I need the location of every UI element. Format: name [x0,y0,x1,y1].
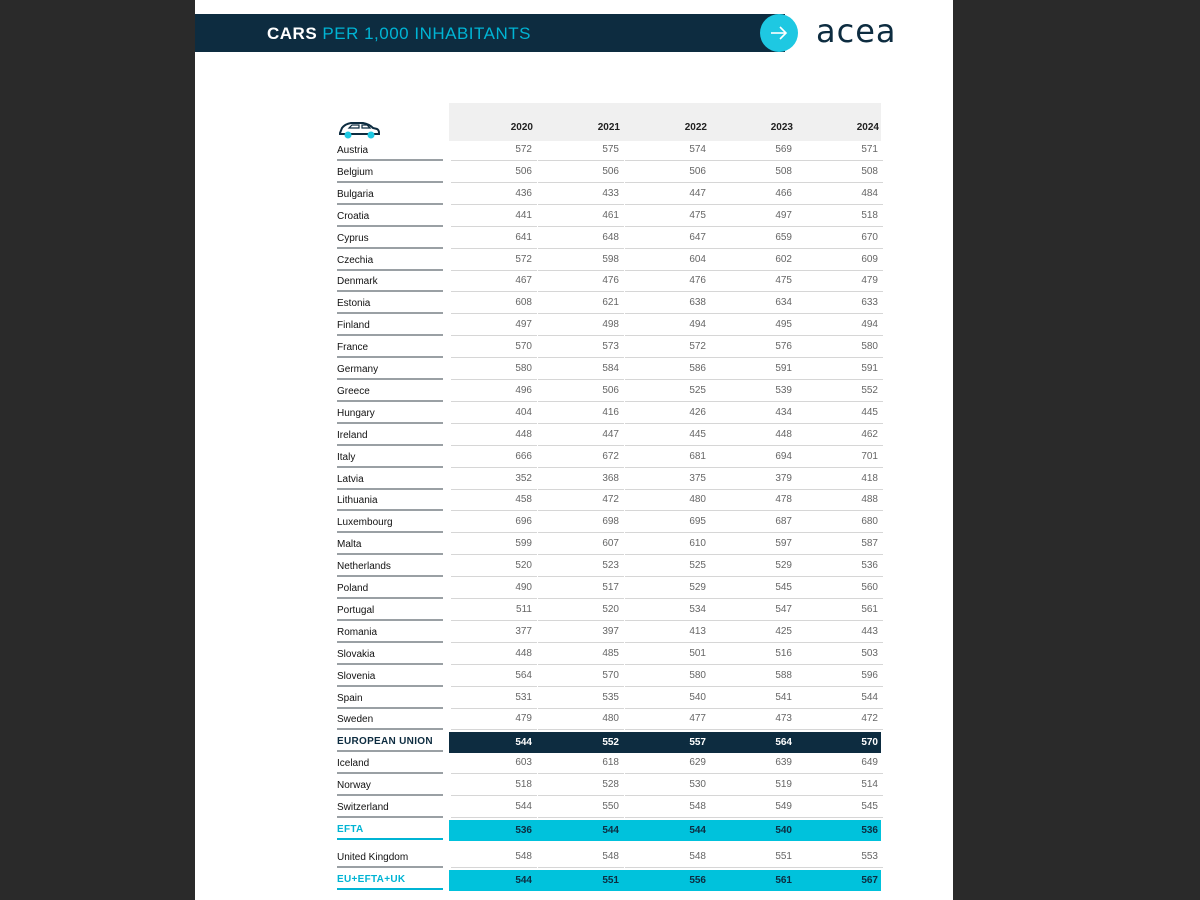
country-name: France [337,342,443,358]
value-cell: 567 [861,874,878,886]
value-cell: 535 [538,692,624,709]
year-header: 2022 [684,122,707,133]
value-cell: 561 [775,874,792,886]
country-name: EFTA [337,824,443,840]
value-cell: 564 [775,737,792,749]
value-cell: 544 [797,692,883,709]
table-row [337,229,881,249]
table-row [337,163,881,183]
country-name: Netherlands [337,561,443,577]
table-row [337,776,881,796]
value-cell: 638 [625,297,711,314]
table-row [337,470,881,490]
value-cell: 519 [711,779,797,796]
value-cell: 516 [711,648,797,665]
value-cell: 445 [797,407,883,424]
country-name: Denmark [337,276,443,292]
value-cell: 467 [451,275,537,292]
country-name: Italy [337,452,443,468]
value-cell: 633 [797,297,883,314]
table-row [337,710,881,730]
table-row [337,272,881,292]
value-cell: 476 [625,275,711,292]
value-cell: 586 [625,363,711,380]
value-cell: 670 [797,232,883,249]
year-header: 2023 [770,122,793,133]
value-cell: 478 [711,494,797,511]
country-name: United Kingdom [337,852,443,868]
value-cell: 603 [451,757,537,774]
value-cell: 608 [451,297,537,314]
value-cell: 488 [797,494,883,511]
value-cell: 416 [538,407,624,424]
value-cell: 540 [775,824,792,836]
value-cell: 528 [538,779,624,796]
table-row [337,207,881,227]
value-cell: 570 [861,737,878,749]
table-row [337,667,881,687]
country-name: Germany [337,364,443,380]
value-cell: 687 [711,516,797,533]
value-cell: 548 [451,851,537,868]
country-name: EUROPEAN UNION [337,736,443,752]
value-cell: 397 [538,626,624,643]
car-icon [337,119,381,141]
value-cell: 530 [625,779,711,796]
country-name: Spain [337,693,443,709]
next-arrow-button[interactable] [760,14,798,52]
country-name: Ireland [337,430,443,446]
value-cell: 591 [797,363,883,380]
value-cell: 545 [711,582,797,599]
country-name: Bulgaria [337,189,443,205]
country-name: Malta [337,539,443,555]
value-cell: 569 [711,144,797,161]
value-cell: 573 [538,341,624,358]
value-cell: 541 [711,692,797,709]
value-cell: 552 [797,385,883,402]
value-cell: 498 [538,319,624,336]
value-cell: 647 [625,232,711,249]
country-name: Romania [337,627,443,643]
value-cell: 529 [711,560,797,577]
total-row [337,820,881,840]
value-cell: 404 [451,407,537,424]
country-name: Austria [337,145,443,161]
country-name: Sweden [337,714,443,730]
value-cell: 560 [797,582,883,599]
value-cell: 629 [625,757,711,774]
report-page [195,0,953,900]
value-cell: 580 [797,341,883,358]
country-name: Croatia [337,211,443,227]
value-cell: 550 [538,801,624,818]
value-cell: 506 [538,166,624,183]
value-cell: 479 [451,713,537,730]
value-cell: 525 [625,560,711,577]
value-cell: 574 [625,144,711,161]
value-cell: 506 [451,166,537,183]
title-banner [195,14,785,52]
table-row [337,251,881,271]
country-name: Belgium [337,167,443,183]
value-cell: 443 [797,626,883,643]
value-cell: 525 [625,385,711,402]
title-word-cars: CARS [267,24,318,43]
country-name: EU+EFTA+UK [337,874,443,890]
value-cell: 518 [451,779,537,796]
value-cell: 576 [711,341,797,358]
value-cell: 544 [515,874,532,886]
value-cell: 557 [689,737,706,749]
value-cell: 447 [538,429,624,446]
value-cell: 551 [711,851,797,868]
value-cell: 472 [538,494,624,511]
value-cell: 666 [451,451,537,468]
table-row [337,294,881,314]
country-name: Switzerland [337,802,443,818]
value-cell: 588 [711,670,797,687]
value-cell: 511 [451,604,537,621]
country-name: Estonia [337,298,443,314]
country-name: Czechia [337,255,443,271]
value-cell: 484 [797,188,883,205]
value-cell: 621 [538,297,624,314]
value-cell: 433 [538,188,624,205]
value-cell: 461 [538,210,624,227]
country-name: Greece [337,386,443,402]
value-cell: 681 [625,451,711,468]
value-cell: 494 [625,319,711,336]
value-cell: 610 [625,538,711,555]
table-row [337,623,881,643]
value-cell: 591 [711,363,797,380]
value-cell: 536 [515,824,532,836]
table-row [337,754,881,774]
value-cell: 680 [797,516,883,533]
value-cell: 462 [797,429,883,446]
value-cell: 570 [538,670,624,687]
value-cell: 641 [451,232,537,249]
value-cell: 596 [797,670,883,687]
table-row [337,448,881,468]
value-cell: 531 [451,692,537,709]
value-cell: 529 [625,582,711,599]
country-name: Slovakia [337,649,443,665]
value-cell: 476 [538,275,624,292]
value-cell: 548 [538,851,624,868]
value-cell: 536 [797,560,883,577]
value-cell: 503 [797,648,883,665]
value-cell: 648 [538,232,624,249]
value-cell: 553 [797,851,883,868]
table-row [337,360,881,380]
value-cell: 508 [711,166,797,183]
year-header: 2021 [597,122,620,133]
value-cell: 536 [861,824,878,836]
value-cell: 418 [797,473,883,490]
value-cell: 497 [451,319,537,336]
country-name: Latvia [337,474,443,490]
value-cell: 377 [451,626,537,643]
title-rest: PER 1,000 INHABITANTS [322,24,531,43]
value-cell: 496 [451,385,537,402]
value-cell: 544 [451,801,537,818]
value-cell: 571 [797,144,883,161]
value-cell: 572 [451,254,537,271]
value-cell: 540 [625,692,711,709]
value-cell: 375 [625,473,711,490]
table-row [337,798,881,818]
value-cell: 494 [797,319,883,336]
value-cell: 547 [711,604,797,621]
value-cell: 580 [625,670,711,687]
value-cell: 448 [451,648,537,665]
country-name: Hungary [337,408,443,424]
value-cell: 368 [538,473,624,490]
value-cell: 506 [538,385,624,402]
value-cell: 480 [625,494,711,511]
table-row [337,557,881,577]
table-row [337,141,881,161]
value-cell: 490 [451,582,537,599]
value-cell: 534 [625,604,711,621]
value-cell: 545 [797,801,883,818]
value-cell: 445 [625,429,711,446]
total-row [337,732,881,752]
value-cell: 436 [451,188,537,205]
table-row [337,316,881,336]
value-cell: 572 [625,341,711,358]
value-cell: 607 [538,538,624,555]
value-cell: 548 [625,851,711,868]
year-header: 2024 [856,122,879,133]
country-name: Norway [337,780,443,796]
table-row [337,404,881,424]
table-row [337,382,881,402]
value-cell: 508 [797,166,883,183]
value-cell: 479 [797,275,883,292]
value-cell: 551 [602,874,619,886]
value-cell: 518 [797,210,883,227]
value-cell: 618 [538,757,624,774]
value-cell: 523 [538,560,624,577]
value-cell: 659 [711,232,797,249]
value-cell: 514 [797,779,883,796]
value-cell: 584 [538,363,624,380]
value-cell: 475 [625,210,711,227]
value-cell: 672 [538,451,624,468]
value-cell: 604 [625,254,711,271]
country-name: Slovenia [337,671,443,687]
value-cell: 473 [711,713,797,730]
value-cell: 609 [797,254,883,271]
value-cell: 426 [625,407,711,424]
value-cell: 497 [711,210,797,227]
value-cell: 434 [711,407,797,424]
value-cell: 485 [538,648,624,665]
value-cell: 694 [711,451,797,468]
value-cell: 413 [625,626,711,643]
value-cell: 598 [538,254,624,271]
value-cell: 575 [538,144,624,161]
value-cell: 698 [538,516,624,533]
value-cell: 480 [538,713,624,730]
value-cell: 570 [451,341,537,358]
value-cell: 447 [625,188,711,205]
page-title [267,24,531,44]
value-cell: 564 [451,670,537,687]
value-cell: 599 [451,538,537,555]
value-cell: 649 [797,757,883,774]
country-name: Cyprus [337,233,443,249]
table-row [337,645,881,665]
value-cell: 458 [451,494,537,511]
value-cell: 548 [625,801,711,818]
value-cell: 580 [451,363,537,380]
value-cell: 501 [625,648,711,665]
value-cell: 634 [711,297,797,314]
value-cell: 549 [711,801,797,818]
table-row [337,535,881,555]
arrow-right-icon [768,22,790,44]
value-cell: 539 [711,385,797,402]
value-cell: 379 [711,473,797,490]
table-row [337,601,881,621]
value-cell: 506 [625,166,711,183]
value-cell: 517 [538,582,624,599]
value-cell: 425 [711,626,797,643]
table-row [337,579,881,599]
value-cell: 520 [538,604,624,621]
table-row [337,491,881,511]
table-row [337,338,881,358]
table-row [337,426,881,446]
value-cell: 556 [689,874,706,886]
country-name: Poland [337,583,443,599]
value-cell: 544 [515,737,532,749]
value-cell: 475 [711,275,797,292]
country-name: Lithuania [337,495,443,511]
table-row [337,689,881,709]
table-row [337,513,881,533]
value-cell: 448 [451,429,537,446]
country-name: Iceland [337,758,443,774]
country-name: Luxembourg [337,517,443,533]
value-cell: 572 [451,144,537,161]
value-cell: 597 [711,538,797,555]
value-cell: 602 [711,254,797,271]
value-cell: 544 [689,824,706,836]
value-cell: 472 [797,713,883,730]
value-cell: 587 [797,538,883,555]
value-cell: 352 [451,473,537,490]
value-cell: 696 [451,516,537,533]
value-cell: 544 [602,824,619,836]
value-cell: 695 [625,516,711,533]
country-name: Portugal [337,605,443,621]
value-cell: 477 [625,713,711,730]
total-row [337,870,881,890]
value-cell: 495 [711,319,797,336]
value-cell: 520 [451,560,537,577]
value-cell: 448 [711,429,797,446]
value-cell: 552 [602,737,619,749]
value-cell: 639 [711,757,797,774]
value-cell: 701 [797,451,883,468]
table-row [337,185,881,205]
value-cell: 466 [711,188,797,205]
value-cell: 441 [451,210,537,227]
year-header: 2020 [510,122,533,133]
acea-logo: acea [816,12,897,50]
table-row [337,848,881,868]
country-name: Finland [337,320,443,336]
value-cell: 561 [797,604,883,621]
